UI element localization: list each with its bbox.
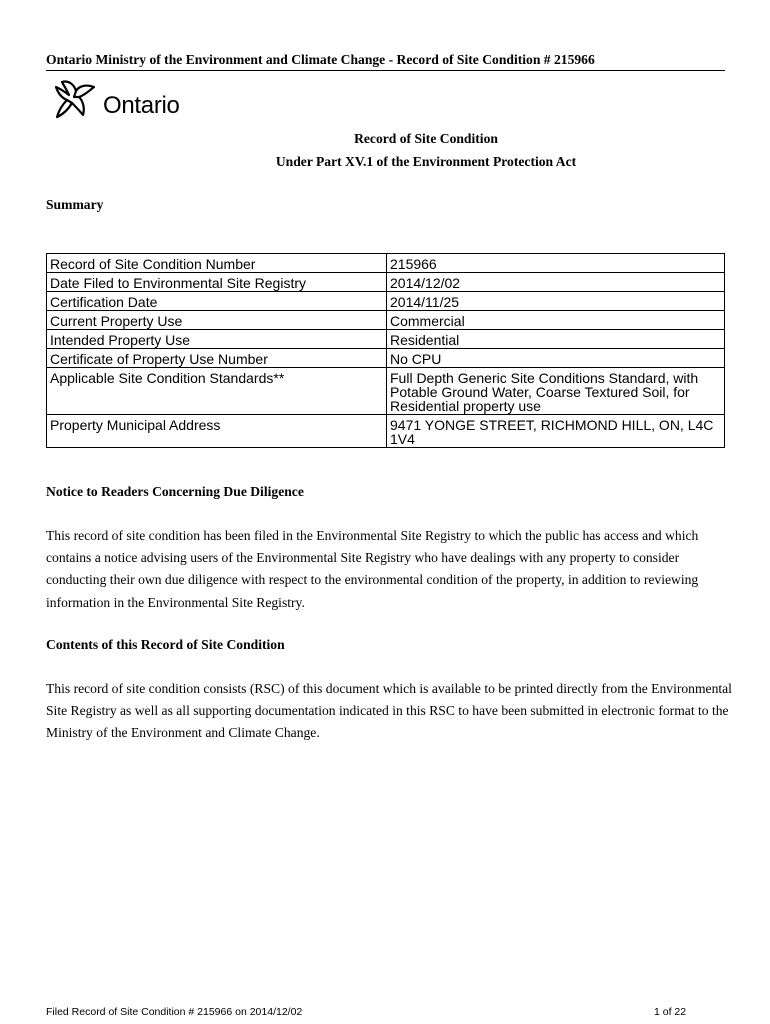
- contents-paragraph: This record of site condition consists (RSC) of this document which is available to be printed directly from the Environmental Site Registry as well as all supporting documentation indicated in this RSC to have been submitted in electronic format to the Ministry of the Environment and Climate Change.: [46, 681, 732, 741]
- contents-heading: Contents of this Record of Site Condition: [46, 637, 285, 652]
- document-title: Record of Site Condition: [354, 131, 498, 146]
- row-value: 215966: [387, 254, 725, 273]
- logo-wordmark: Ontario: [103, 92, 180, 119]
- trillium-logo-icon: [52, 78, 102, 122]
- notice-heading: Notice to Readers Concerning Due Diligence: [46, 484, 304, 499]
- table-row: [47, 368, 725, 415]
- table-row: [47, 254, 725, 273]
- ontario-logo: [52, 78, 202, 124]
- footer-filed-note: Filed Record of Site Condition # 215966 on 2014/12/02: [46, 1006, 303, 1018]
- row-label: Current Property Use: [47, 311, 387, 330]
- table-row: [47, 349, 725, 368]
- table-row: [47, 415, 725, 448]
- table-row: [47, 292, 725, 311]
- row-value: Commercial: [387, 311, 725, 330]
- table-row: [47, 311, 725, 330]
- table-row: [47, 330, 725, 349]
- row-value: 2014/12/02: [387, 273, 725, 292]
- notice-paragraph: This record of site condition has been filed in the Environmental Site Registry to which the public has access and which contains a notice advising users of the Environmental Site Registry who have dealings with any property to consider conducting their own due diligence with respect to the environmental condition of the property, in addition to reviewing information in the Environmental Site Registry.: [46, 528, 699, 610]
- row-value: Full Depth Generic Site Conditions Standard, with Potable Ground Water, Coarse Textured Soil, for Residential property use: [387, 368, 725, 415]
- row-label: Record of Site Condition Number: [47, 254, 387, 273]
- row-label: Property Municipal Address: [47, 415, 387, 448]
- row-label: Applicable Site Condition Standards**: [47, 368, 387, 415]
- summary-table: [46, 253, 725, 448]
- summary-heading: Summary: [46, 197, 104, 212]
- page-header-title: Ontario Ministry of the Environment and Climate Change - Record of Site Condition # 215966: [46, 52, 595, 67]
- row-value: No CPU: [387, 349, 725, 368]
- row-label: Certificate of Property Use Number: [47, 349, 387, 368]
- row-label: Certification Date: [47, 292, 387, 311]
- table-row: [47, 273, 725, 292]
- row-value: 2014/11/25: [387, 292, 725, 311]
- row-value: Residential: [387, 330, 725, 349]
- document-subtitle: Under Part XV.1 of the Environment Protection Act: [275, 154, 577, 169]
- row-value: 9471 YONGE STREET, RICHMOND HILL, ON, L4C 1V4: [387, 415, 725, 448]
- row-label: Date Filed to Environmental Site Registry: [47, 273, 387, 292]
- row-label: Intended Property Use: [47, 330, 387, 349]
- header-divider: [46, 70, 725, 71]
- page-number: 1 of 22: [654, 1006, 687, 1018]
